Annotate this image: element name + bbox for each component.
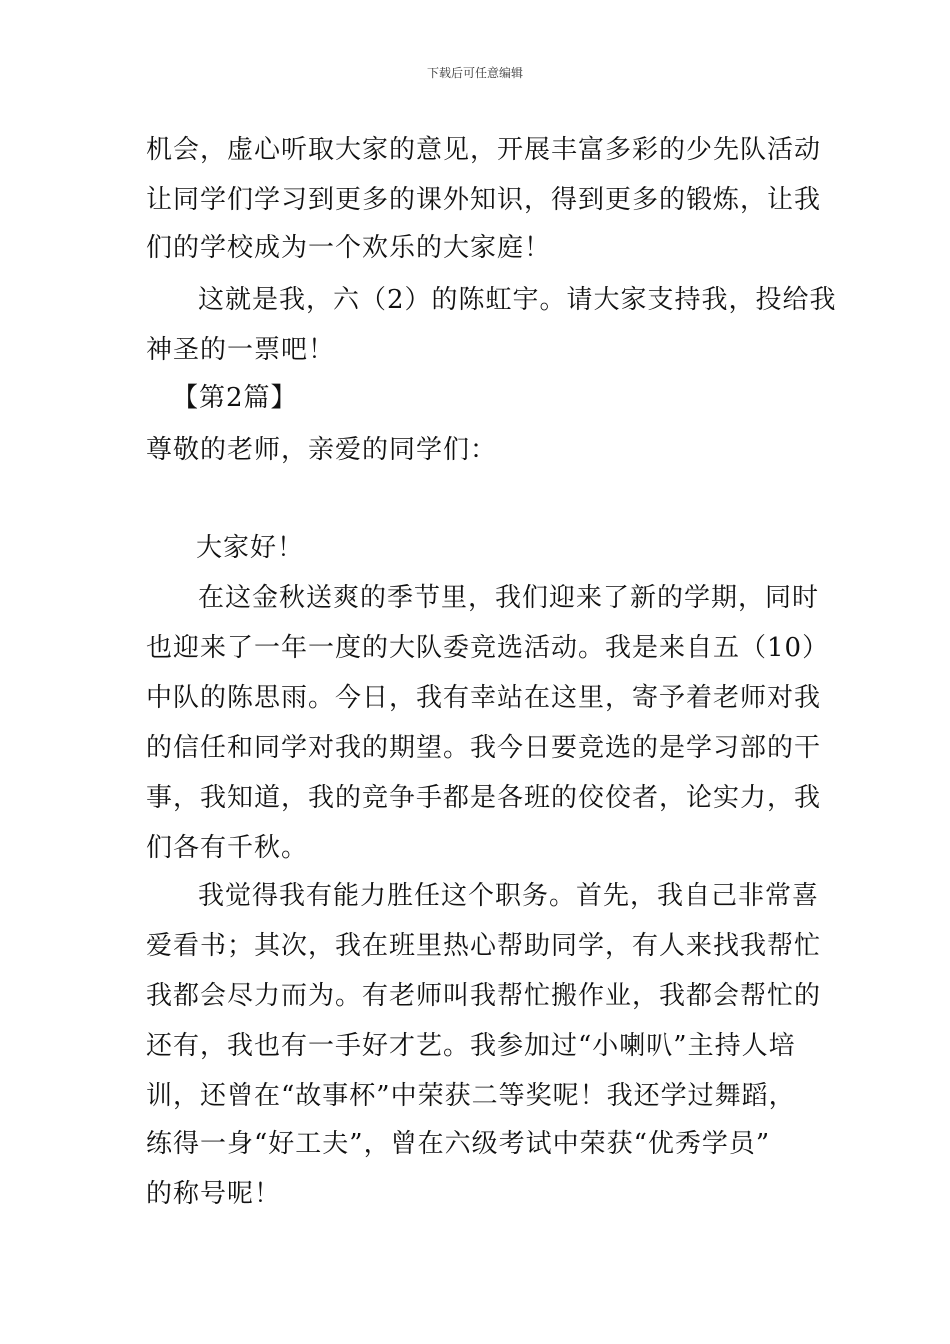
body-line: 训，还曾在“故事杯”中荣获二等奖呢！我还学过舞蹈，: [146, 1081, 796, 1111]
body-line: 神圣的一票吧！: [146, 335, 336, 365]
body-line: 我觉得我有能力胜任这个职务。首先，我自己非常喜: [198, 881, 820, 911]
body-line: 爱看书；其次，我在班里热心帮助同学，有人来找我帮忙: [146, 931, 822, 961]
greeting: 大家好！: [196, 533, 305, 563]
body-line: 机会，虚心听取大家的意见，开展丰富多彩的少先队活动: [146, 135, 822, 165]
body-line: 我都会尽力而为。有老师叫我帮忙搬作业，我都会帮忙的: [146, 981, 822, 1011]
section-heading: 【第2篇】: [172, 383, 298, 413]
body-line: 中队的陈思雨。今日，我有幸站在这里，寄予着老师对我: [146, 683, 822, 713]
salutation: 尊敬的老师，亲爱的同学们：: [146, 435, 498, 465]
body-line: 还有，我也有一手好才艺。我参加过“小喇叭”主持人培: [146, 1031, 796, 1061]
page-header: 下载后可任意编辑: [426, 66, 523, 80]
body-line: 练得一身“好工夫”，曾在六级考试中荣获“优秀学员”: [146, 1129, 771, 1159]
body-line: 让同学们学习到更多的课外知识，得到更多的锻炼，让我: [146, 185, 822, 215]
body-line: 事，我知道，我的竞争手都是各班的佼佼者，论实力，我: [146, 783, 822, 813]
body-line: 的称号呢！: [146, 1179, 282, 1209]
body-line: 们各有千秋。: [146, 833, 309, 863]
body-line: 的信任和同学对我的期望。我今日要竞选的是学习部的干: [146, 733, 822, 763]
body-line: 这就是我，六（2）的陈虹宇。请大家支持我，投给我: [198, 285, 837, 315]
body-line: 们的学校成为一个欢乐的大家庭！: [146, 233, 552, 263]
body-line: 在这金秋送爽的季节里，我们迎来了新的学期，同时: [198, 583, 820, 613]
body-line: 也迎来了一年一度的大队委竞选活动。我是来自五（10）: [146, 633, 830, 663]
